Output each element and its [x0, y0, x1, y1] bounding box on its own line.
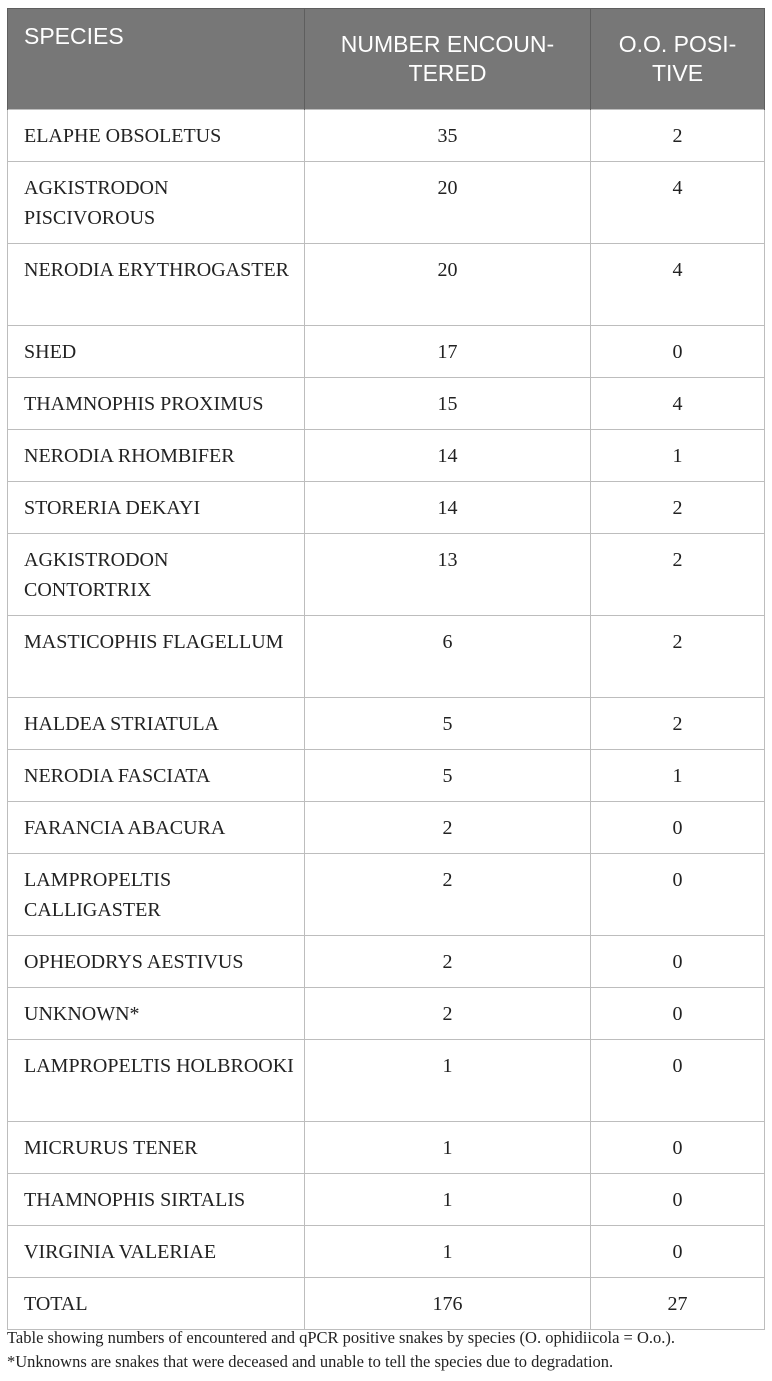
positive-cell: 1 [591, 430, 765, 482]
positive-cell: 0 [591, 988, 765, 1040]
encountered-cell: 2 [305, 802, 591, 854]
encountered-cell: 20 [305, 244, 591, 326]
table-row [8, 430, 765, 482]
species-cell: HALDEA STRIATULA [8, 698, 305, 750]
positive-cell: 0 [591, 854, 765, 936]
species-cell: THAMNOPHIS SIRTALIS [8, 1174, 305, 1226]
total-encountered: 176 [305, 1278, 591, 1330]
positive-cell: 2 [591, 616, 765, 698]
species-cell: MASTICOPHIS FLAGELLUM [8, 616, 305, 698]
positive-cell: 4 [591, 378, 765, 430]
encountered-cell: 14 [305, 430, 591, 482]
encountered-cell: 1 [305, 1122, 591, 1174]
positive-cell: 4 [591, 162, 765, 244]
encountered-cell: 5 [305, 750, 591, 802]
total-row [8, 1278, 765, 1330]
species-cell: MICRURUS TENER [8, 1122, 305, 1174]
species-cell: NERODIA RHOMBIFER [8, 430, 305, 482]
total-positive: 27 [591, 1278, 765, 1330]
positive-cell: 4 [591, 244, 765, 326]
species-cell: FARANCIA ABACURA [8, 802, 305, 854]
table-row [8, 244, 765, 326]
positive-cell: 0 [591, 1122, 765, 1174]
encountered-cell: 2 [305, 854, 591, 936]
encountered-cell: 2 [305, 936, 591, 988]
table-row [8, 378, 765, 430]
header-number-encountered [305, 9, 591, 110]
positive-cell: 0 [591, 1040, 765, 1122]
table-caption [7, 1326, 772, 1374]
species-cell: OPHEODRYS AESTIVUS [8, 936, 305, 988]
header-oo-positive-line-1: O.O. POSI- [618, 31, 737, 57]
species-table-container [7, 8, 764, 1330]
positive-cell: 1 [591, 750, 765, 802]
table-row [8, 802, 765, 854]
encountered-cell: 20 [305, 162, 591, 244]
species-cell: VIRGINIA VALERIAE [8, 1226, 305, 1278]
positive-cell: 0 [591, 936, 765, 988]
species-table [7, 8, 765, 1330]
encountered-cell: 17 [305, 326, 591, 378]
total-label: TOTAL [8, 1278, 305, 1330]
table-row [8, 110, 765, 162]
table-row [8, 1040, 765, 1122]
species-cell: LAMPROPELTIS HOLBROOKI [8, 1040, 305, 1122]
table-row [8, 988, 765, 1040]
encountered-cell: 1 [305, 1174, 591, 1226]
positive-cell: 0 [591, 802, 765, 854]
species-cell: THAMNOPHIS PROXIMUS [8, 378, 305, 430]
species-cell: NERODIA ERYTHROGASTER [8, 244, 305, 326]
table-row [8, 326, 765, 378]
positive-cell: 2 [591, 698, 765, 750]
caption-line-1: Table showing numbers of encountered and qPCR positive snakes by species (O. ophidiicola = O.o.). [7, 1328, 676, 1347]
table-row [8, 750, 765, 802]
table-row [8, 698, 765, 750]
header-row [8, 9, 765, 110]
encountered-cell: 35 [305, 110, 591, 162]
encountered-cell: 5 [305, 698, 591, 750]
header-oo-positive-line-2: TIVE [651, 60, 704, 86]
positive-cell: 0 [591, 1174, 765, 1226]
positive-cell: 0 [591, 326, 765, 378]
positive-cell: 0 [591, 1226, 765, 1278]
species-cell: AGKISTRODON PISCIVOROUS [8, 162, 305, 244]
species-cell: UNKNOWN* [8, 988, 305, 1040]
encountered-cell: 6 [305, 616, 591, 698]
header-number-encountered-line-1: NUMBER ENCOUN- [340, 31, 555, 57]
table-row [8, 482, 765, 534]
caption-line-2: *Unknowns are snakes that were deceased and unable to tell the species due to degradation. [7, 1352, 614, 1371]
species-cell: AGKISTRODON CONTORTRIX [8, 534, 305, 616]
positive-cell: 2 [591, 482, 765, 534]
species-cell: LAMPROPELTIS CALLIGASTER [8, 854, 305, 936]
table-row [8, 936, 765, 988]
species-cell: STORERIA DEKAYI [8, 482, 305, 534]
encountered-cell: 14 [305, 482, 591, 534]
table-row [8, 534, 765, 616]
header-number-encountered-line-2: TERED [408, 60, 487, 86]
encountered-cell: 15 [305, 378, 591, 430]
encountered-cell: 1 [305, 1040, 591, 1122]
table-row [8, 1122, 765, 1174]
encountered-cell: 13 [305, 534, 591, 616]
positive-cell: 2 [591, 110, 765, 162]
table-row [8, 1174, 765, 1226]
encountered-cell: 1 [305, 1226, 591, 1278]
table-row [8, 616, 765, 698]
species-cell: ELAPHE OBSOLETUS [8, 110, 305, 162]
table-header [8, 9, 765, 110]
species-cell: SHED [8, 326, 305, 378]
species-cell: NERODIA FASCIATA [8, 750, 305, 802]
table-row [8, 162, 765, 244]
encountered-cell: 2 [305, 988, 591, 1040]
positive-cell: 2 [591, 534, 765, 616]
table-row [8, 1226, 765, 1278]
table-row [8, 854, 765, 936]
table-body [8, 110, 765, 1330]
header-oo-positive [591, 9, 765, 110]
header-species: SPECIES [8, 9, 305, 110]
